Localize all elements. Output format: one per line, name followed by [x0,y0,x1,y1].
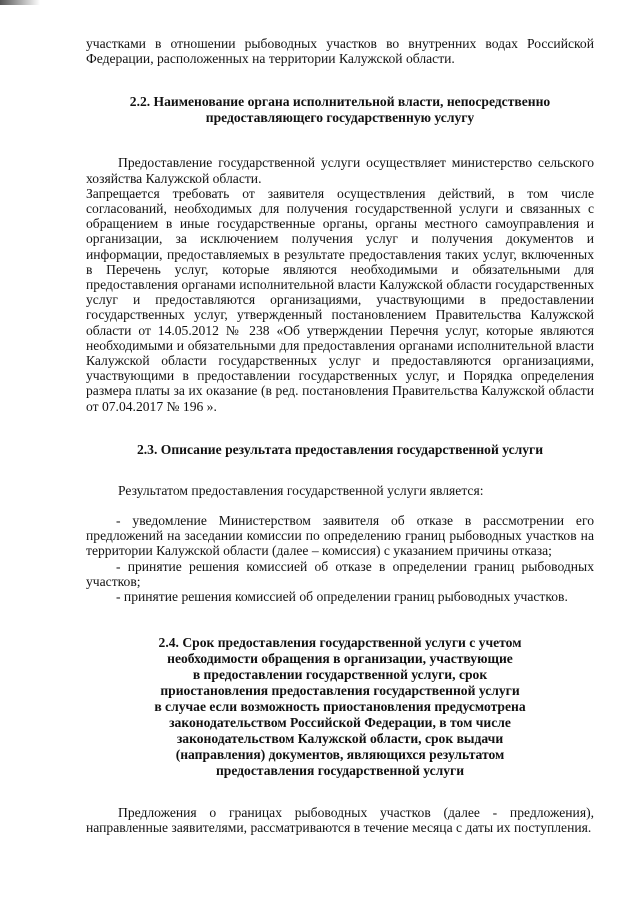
section-2-4-heading-line: необходимости обращения в организации, участвующие [167,651,513,667]
section-2-4-heading-line: приостановления предоставления государственной услуги [160,683,520,699]
section-2-4-heading [86,635,594,779]
scan-edge-artifact [0,0,40,5]
section-2-4-heading-line: 2.4. Срок предоставления государственной услуги с учетом [158,635,522,651]
section-2-4-heading-line: предоставления государственной услуги [215,763,465,779]
section-2-4-heading-line: в предоставлении государственной услуги, срок [192,667,488,683]
section-2-4-heading-line: законодательством Калужской области, срок выдачи [176,731,504,747]
section-2-2-paragraph-2: Запрещается требовать от заявителя осуществления действий, в том числе согласований, необходимых для получения государственной услуги и связанных с обращением в иные государственные органы, органы местного самоуправления и организации, за исключением получения услуг и получения документов и информации, предоставляемых в результате предоставления таких услуг, включенных в Перечень услуг, которые являются необходимыми и обязательными для предоставления органами исполнительной власти Калужской области государственных услуг и предоставляются организациями, участвующими в предоставлении государственных услуг, утвержденный постановлением Правительства Калужской области от 14.05.2012 № 238 «Об утверждении Перечня услуг, которые являются необходимыми и обязательными для предоставления органами исполнительной власти Калужской области государственных услуг и предоставляются организациями, участвующими в предоставлении государственных услуг, и Порядка определения размера платы за их оказание (в ред. постановления Правительства Калужской области от 07.04.2017 № 196 ». [86,185,594,414]
section-2-3-item-1: - уведомление Министерством заявителя об отказе в рассмотрении его предложений на заседании комиссии по определению границ рыбоводных участков на территории Калужской области (далее – комиссия) с указанием причины отказа; [86,513,594,559]
section-2-3-item-3: - принятие решения комиссией об определении границ рыбоводных участков. [116,589,568,605]
section-2-4-heading-line: законодательством Российской Федерации, в том числе [169,715,511,731]
section-2-2-paragraph-1: Предоставление государственной услуги осуществляет министерство сельского хозяйства Калужской области. [86,155,594,186]
section-2-3-lead: Результатом предоставления государственной услуги является: [118,482,484,498]
intro-paragraph: участками в отношении рыбоводных участков во внутренних водах Российской Федерации, расположенных на территории Калужской области. [86,36,594,67]
section-2-3-heading: 2.3. Описание результата предоставления государственной услуги [136,441,544,457]
section-2-3-item-2: - принятие решения комиссией об отказе в определении границ рыбоводных участков; [86,558,594,589]
document-page [86,36,594,836]
section-2-4-paragraph-1: Предложения о границах рыбоводных участков (далее - предложения), направленные заявителями, рассматриваются в течение месяца с даты их поступления. [86,805,594,836]
section-2-4-heading-line: в случае если возможность приостановления предусмотрена [154,699,526,715]
section-2-4-heading-line: (направления) документов, являющихся результатом [175,747,505,763]
section-2-2-heading: 2.2. Наименование органа исполнительной власти, непосредственно предоставляющего государственную услугу [129,94,551,126]
